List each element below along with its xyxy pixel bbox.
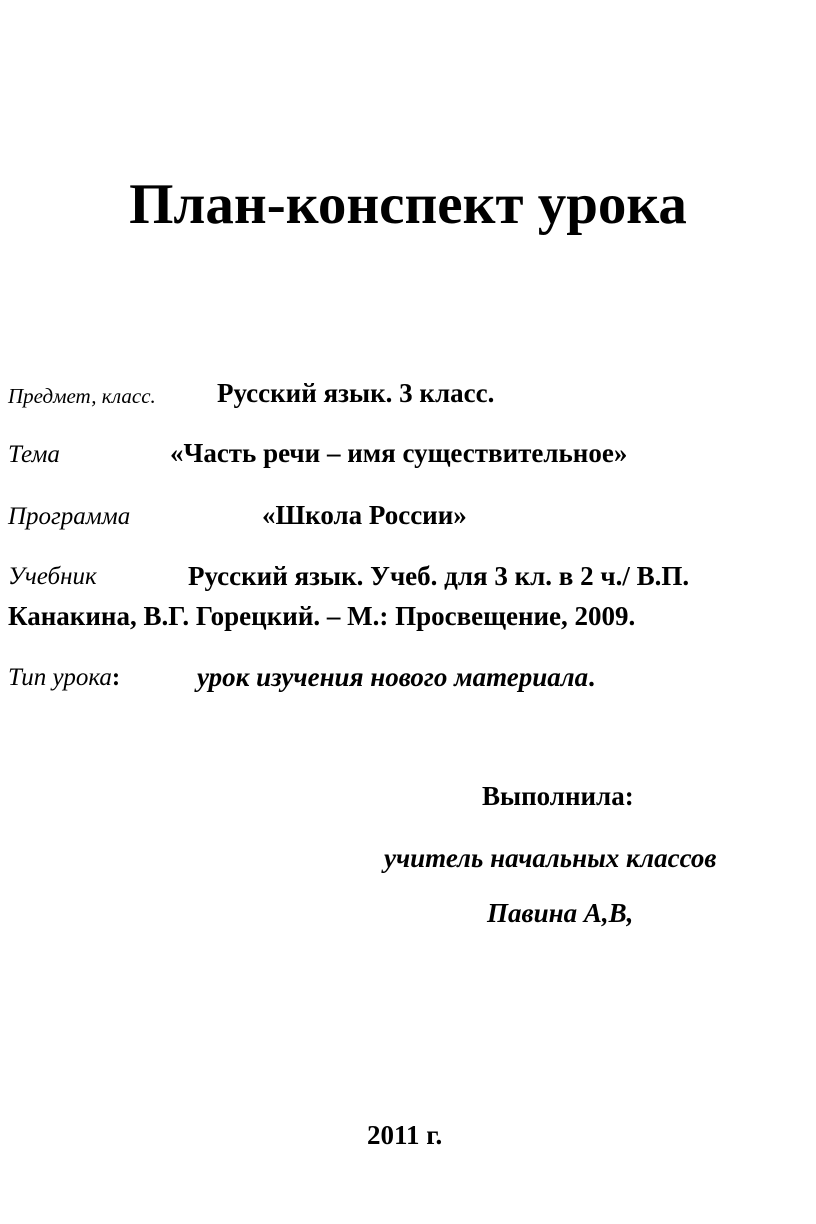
document-year: 2011 г. bbox=[367, 1120, 443, 1150]
author-name: Павина А,В, bbox=[487, 898, 634, 928]
textbook-value-line2: Канакина, В.Г. Горецкий. – М.: Просвещение, 2009. bbox=[8, 601, 636, 631]
topic-label: Тема bbox=[8, 441, 60, 468]
textbook-label: Учебник bbox=[8, 563, 97, 590]
lesson-type-colon: : bbox=[111, 664, 121, 691]
subject-value: Русский язык. 3 класс. bbox=[217, 378, 495, 408]
topic-value: «Часть речи – имя существительное» bbox=[170, 438, 628, 468]
program-value: «Школа России» bbox=[262, 500, 467, 530]
textbook-value-line1: Русский язык. Учеб. для 3 кл. в 2 ч./ В.П. bbox=[188, 561, 690, 591]
page-title: План-конспект урока bbox=[129, 173, 687, 236]
subject-label: Предмет, класс. bbox=[8, 384, 156, 408]
author-position: учитель начальных классов bbox=[384, 843, 717, 873]
program-label: Программа bbox=[8, 503, 131, 530]
lesson-type-label-group bbox=[8, 664, 120, 692]
lesson-type-value-group bbox=[197, 662, 595, 693]
performed-by: Выполнила: bbox=[482, 781, 634, 811]
lesson-type-end-punct: . bbox=[588, 662, 595, 692]
lesson-type-label: Тип урока bbox=[8, 664, 112, 691]
lesson-type-value: урок изучения нового материала bbox=[197, 662, 589, 692]
